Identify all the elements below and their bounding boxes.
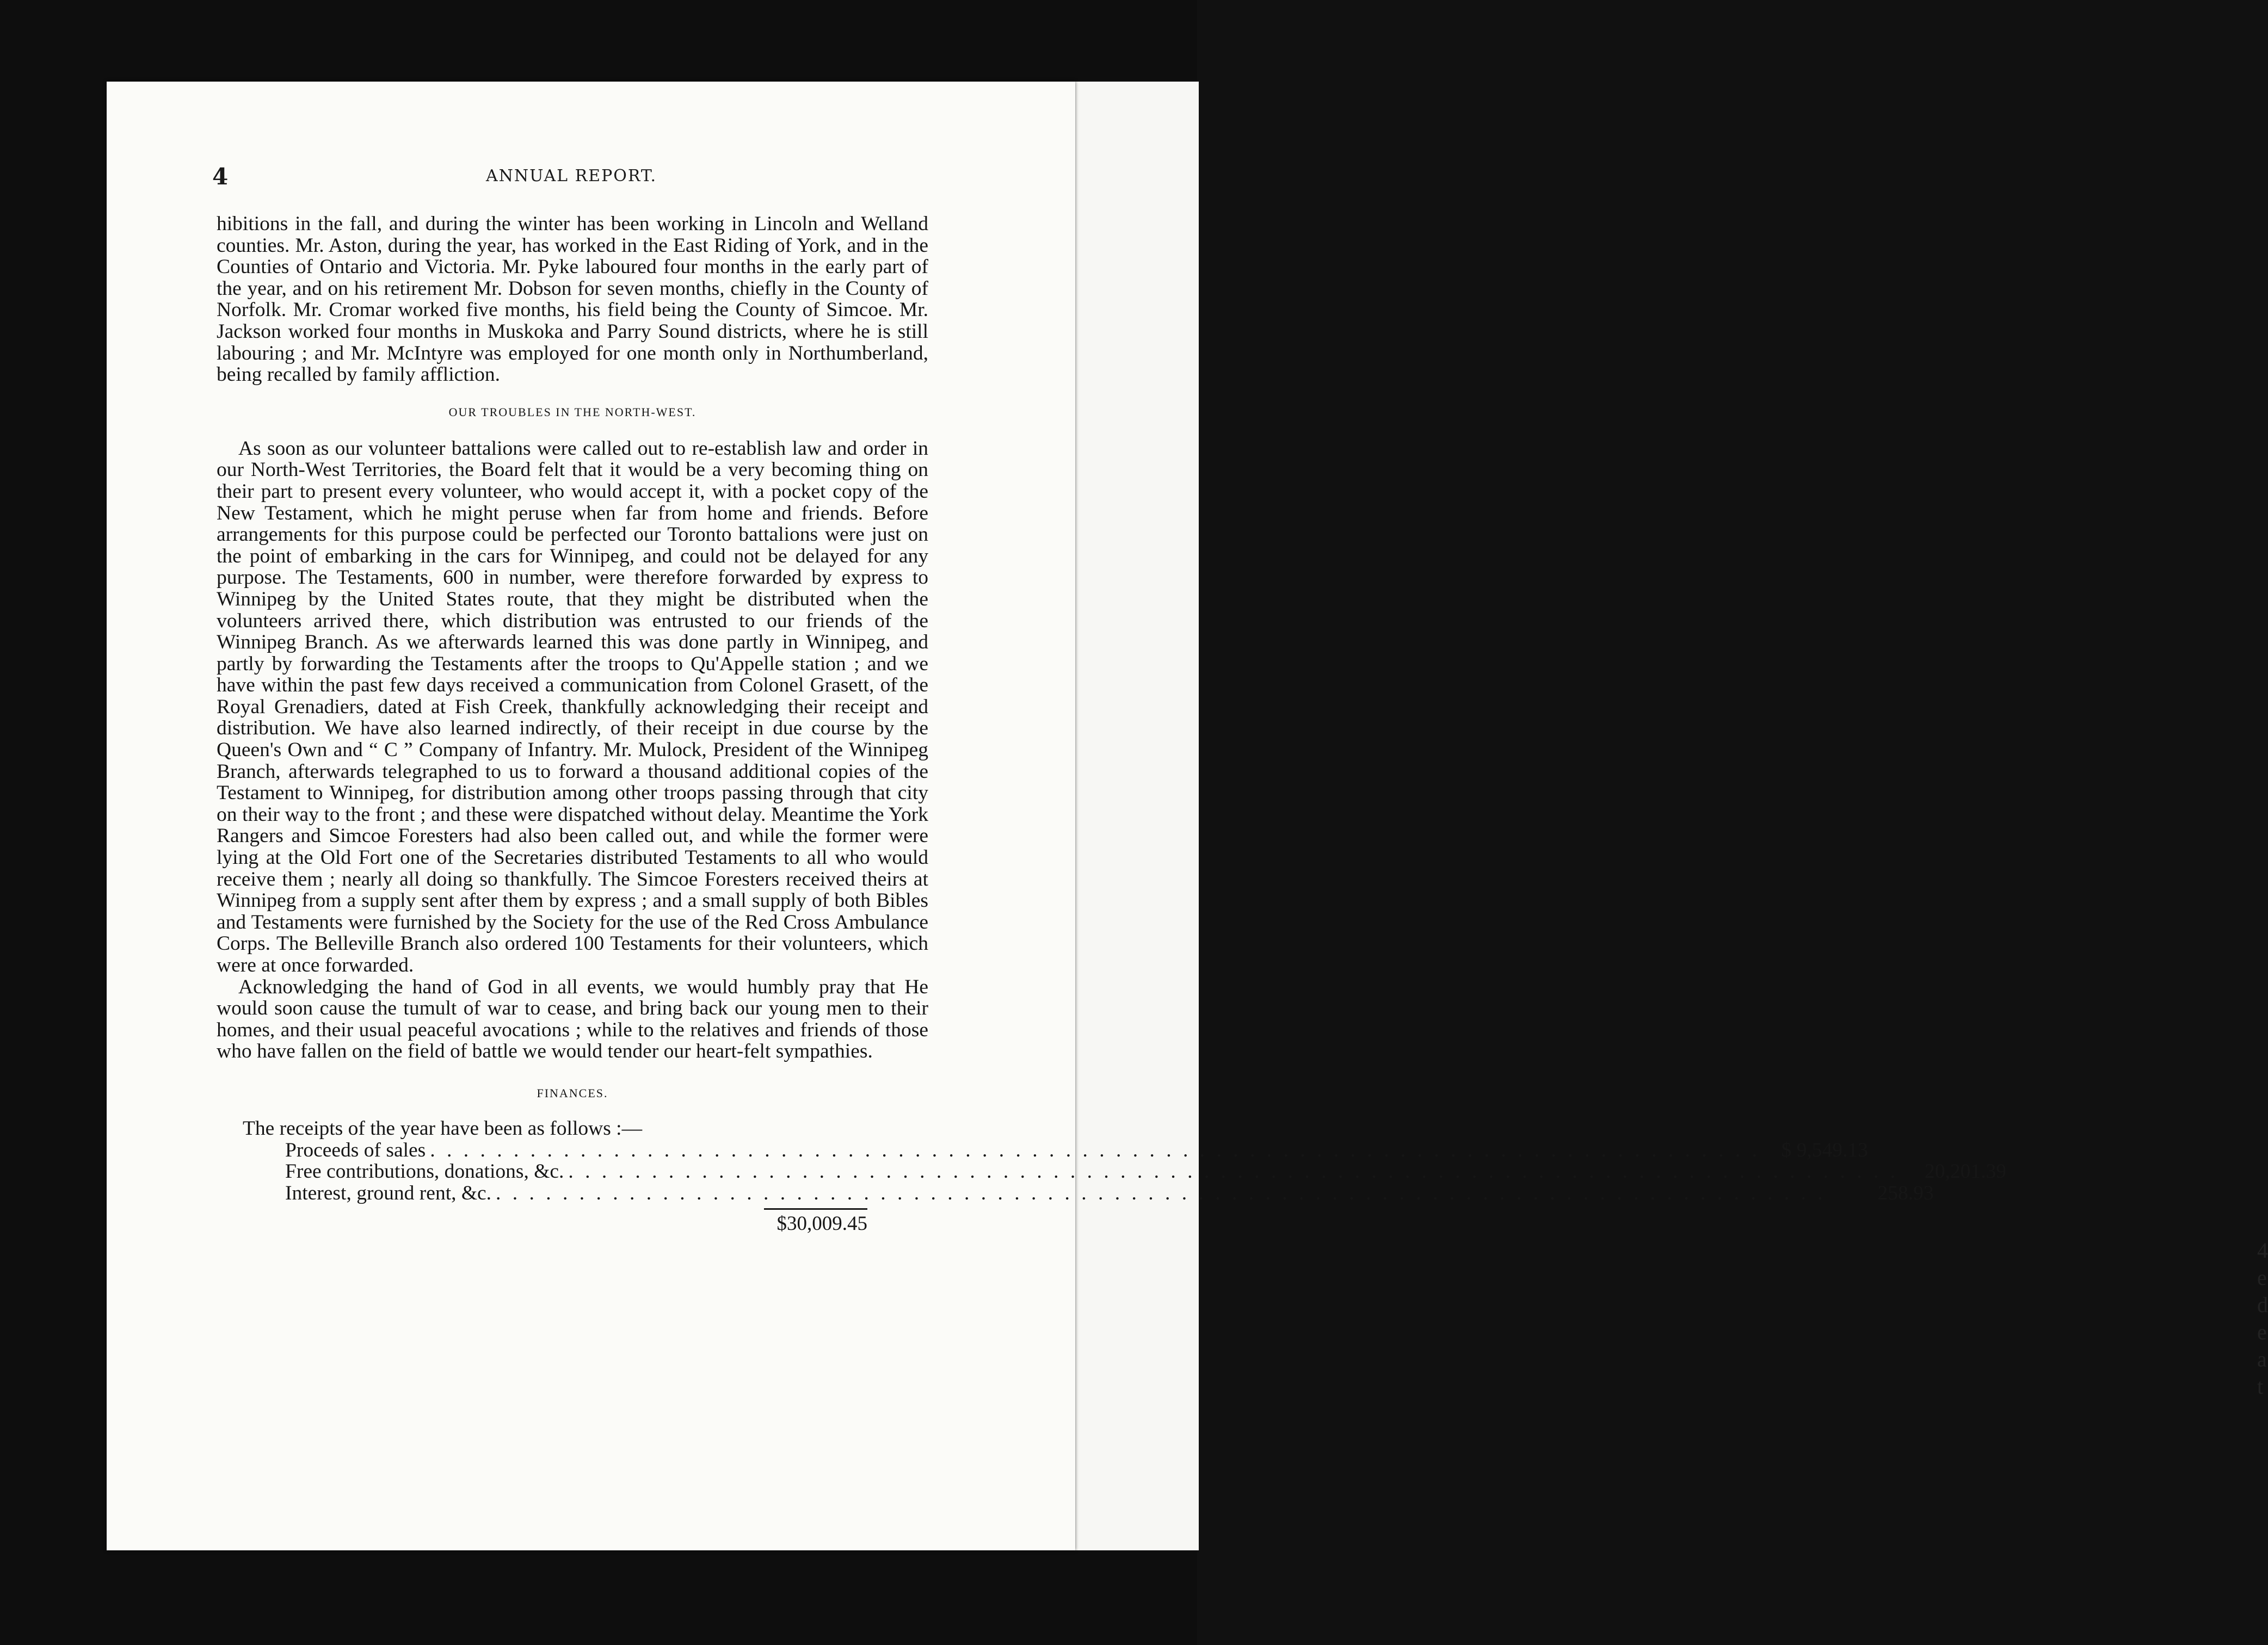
dot-leader: . . . . . . . . . . . . . . . . . . . . . . . . . . . . . . . . . . . . . . . . . . . . . . . . . . . . . . . . . . . . . . . . . . . . . . . . . . . . . . . .	[496, 1182, 1826, 1204]
ledger-label: Proceeds of sales	[285, 1139, 426, 1161]
page-body	[217, 213, 2007, 1235]
ledger-label: Free contributions, donations, &c.	[285, 1160, 564, 1183]
receipts-ledger	[285, 1139, 2007, 1235]
ledger-amount: 258.93	[1877, 1182, 1934, 1204]
dot-leader: . . . . . . . . . . . . . . . . . . . . . . . . . . . . . . . . . . . . . . . . . . . . . . . . . . . . . . . . . . . . . . . . . . . . . . . . . . . . . . . .	[568, 1160, 1899, 1183]
dot-leader: . . . . . . . . . . . . . . . . . . . . . . . . . . . . . . . . . . . . . . . . . . . . . . . . . . . . . . . . . . . . . . . . . . . . . . . . . . . . . . . .	[430, 1139, 1760, 1161]
ledger-row	[285, 1160, 2007, 1183]
edge-letter: d	[2257, 1292, 2268, 1317]
heading-finances: FINANCES.	[537, 1086, 608, 1100]
edge-letter: e	[2257, 1320, 2267, 1344]
edge-letter: t	[2257, 1374, 2264, 1399]
edge-letter: 4	[2257, 1238, 2268, 1263]
receipts-intro: The receipts of the year have been as follows :—	[243, 1117, 643, 1140]
page-header	[212, 163, 930, 190]
paragraph-north-west: As soon as our volunteer battalions were called out to re-establish law and order in our North-West Territories, the Board felt that it would be a very becoming thing on their part to present every volunteer, who would accept it, with a pocket copy of the New Testament, which he might peruse when far from home and friends. Before arrangements for this purpose could be perfected our Toronto battalions were just on the point of embarking in the cars for Winnipeg, and could not be delayed for any purpose. The Testaments, 600 in number, were therefore forwarded by express to Winnipeg by the United States route, that they might be distributed when the volunteers arrived there, which distribution was entrusted to our friends of the Winnipeg Branch. As we afterwards learned this was done partly in Winnipeg, and partly by forwarding the Testaments after the troops to Qu'Appelle station ; and we have within the past few days received a communication from Colonel Grasett, of the Royal Grenadiers, dated at Fish Creek, thankfully acknowledging their receipt and distribution. We have also learned indirectly, of their receipt in due course by the Queen's Own and “ C ” Company of Infantry. Mr. Mulock, President of the Winnipeg Branch, afterwards telegraphed to us to forward a thousand additional copies of the Testament to Winnipeg, for distribution among other troops passing through that city on their way to the front ; and these were dispatched without delay. Meantime the York Rangers and Simcoe Foresters had also been called out, and while the former were lying at the Old Fort one of the Secretaries distributed Testaments to all who would receive them ; nearly all doing so thankfully. The Simcoe Foresters received theirs at Winnipeg from a supply sent after them by express ; and a small supply of both Bibles and Testaments were furnished by the Society for the use of the Red Cross Ambulance Corps. The Belleville Branch also ordered 100 Testaments for their volunteers, which were at once forwarded.	[217, 437, 928, 976]
page-number: 4	[212, 163, 229, 190]
ledger-amount: 20,201.39	[1925, 1160, 2007, 1183]
ledger-row	[285, 1139, 1868, 1161]
ledger-amount: $ 9,549.13	[1781, 1139, 1868, 1161]
ledger-label: Interest, ground rent, &c.	[285, 1182, 492, 1204]
running-head: ANNUAL REPORT.	[485, 166, 657, 185]
edge-letter: a	[2257, 1347, 2267, 1371]
total-rule	[764, 1208, 867, 1210]
paragraph-prayer: Acknowledging the hand of God in all events, we would humbly pray that He would soon cause the tumult of war to cease, and bring back our young men to their homes, and their usual peaceful avocations ; while to the relatives and friends of those who have fallen on the field of battle we would tender our heart-felt sympathies.	[217, 975, 928, 1063]
ledger-row	[285, 1182, 1934, 1204]
heading-troubles-north-west: OUR TROUBLES IN THE NORTH-WEST.	[448, 405, 697, 419]
paragraph-missionaries: hibitions in the fall, and during the winter has been working in Lincoln and Welland counties. Mr. Aston, during the year, has worked in the East Riding of York, and in the Counties of Ontario and Victoria. Mr. Pyke laboured four months in the early part of the year, and on his retirement Mr. Dobson for seven months, chiefly in the County of Norfolk. Mr. Cromar worked five months, his field being the County of Simcoe. Mr. Jackson worked four months in Muskoka and Parry Sound districts, where he is still labouring ; and Mr. McIntyre was employed for one month only in Northumberland, being recalled by family affliction.	[217, 213, 928, 386]
ledger-total: $30,009.45	[776, 1213, 867, 1235]
edge-letter: e	[2257, 1265, 2267, 1290]
